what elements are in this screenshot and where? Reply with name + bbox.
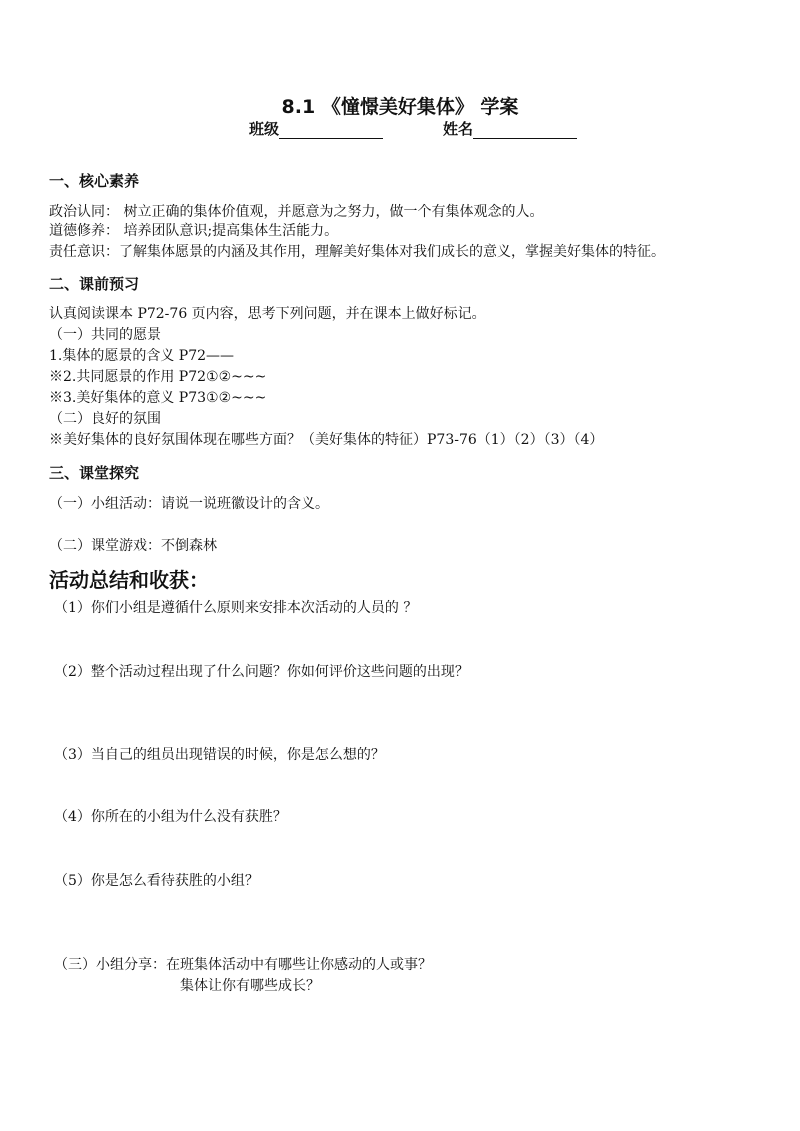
name-label: 姓名 — [443, 120, 474, 138]
name-blank-line[interactable] — [473, 122, 577, 139]
summary-question-3: （3）当自己的组员出现错误的时候，你是怎么想的？ — [54, 747, 385, 763]
summary-question-2: （2）整个活动过程出现了什么问题？你如何评价这些问题的出现？ — [54, 664, 469, 680]
share-line-1: （三）小组分享：在班集体活动中有哪些让你感动的人或事？ — [54, 957, 432, 973]
preview-item-1: 1.集体的愿景的含义 P72—— — [49, 348, 235, 364]
preview-subheading-atmosphere: （二）良好的氛围 — [49, 411, 161, 427]
literacy-responsibility: 责任意识：了解集体愿景的内涵及其作用，理解美好集体对我们成长的意义，掌握美好集体的特征。 — [49, 244, 665, 260]
preview-subheading-vision: （一）共同的愿景 — [49, 327, 161, 343]
summary-heading: 活动总结和收获： — [49, 568, 209, 592]
section-heading-inquiry: 三、课堂探究 — [49, 464, 140, 482]
literacy-political: 政治认同： 树立正确的集体价值观，并愿意为之努力，做一个有集体观念的人。 — [49, 204, 544, 220]
summary-question-5: （5）你是怎么看待获胜的小组？ — [54, 873, 259, 889]
page-title: 8.1 《憧憬美好集体》 学案 — [281, 96, 519, 118]
preview-item-4: ※美好集体的良好氛围体现在哪些方面？（美好集体的特征）P73-76（1）（2）（3）（4） — [49, 432, 604, 448]
class-field[interactable] — [249, 118, 383, 139]
preview-instruction: 认真阅读课本 P72-76 页内容，思考下列问题，并在课本上做好标记。 — [49, 306, 486, 322]
summary-question-1: （1）你们小组是遵循什么原则来安排本次活动的人员的 ？ — [54, 600, 418, 616]
inquiry-activity-1: （一）小组活动：请说一说班徽设计的含义。 — [49, 496, 329, 512]
preview-item-3: ※3.美好集体的意义 P73①②~~~ — [49, 390, 267, 406]
name-field[interactable] — [443, 118, 577, 139]
preview-item-2: ※2.共同愿景的作用 P72①②~~~ — [49, 369, 267, 385]
class-label: 班级 — [249, 120, 280, 138]
section-heading-core-literacy: 一、核心素养 — [49, 172, 140, 190]
share-line-2: 集体让你有哪些成长？ — [180, 978, 320, 994]
class-blank-line[interactable] — [279, 122, 383, 139]
inquiry-activity-2: （二）课堂游戏：不倒森林 — [49, 538, 217, 554]
literacy-moral: 道德修养： 培养团队意识;提高集体生活能力。 — [49, 223, 339, 239]
summary-question-4: （4）你所在的小组为什么没有获胜？ — [54, 809, 287, 825]
section-heading-preview: 二、课前预习 — [49, 275, 140, 293]
